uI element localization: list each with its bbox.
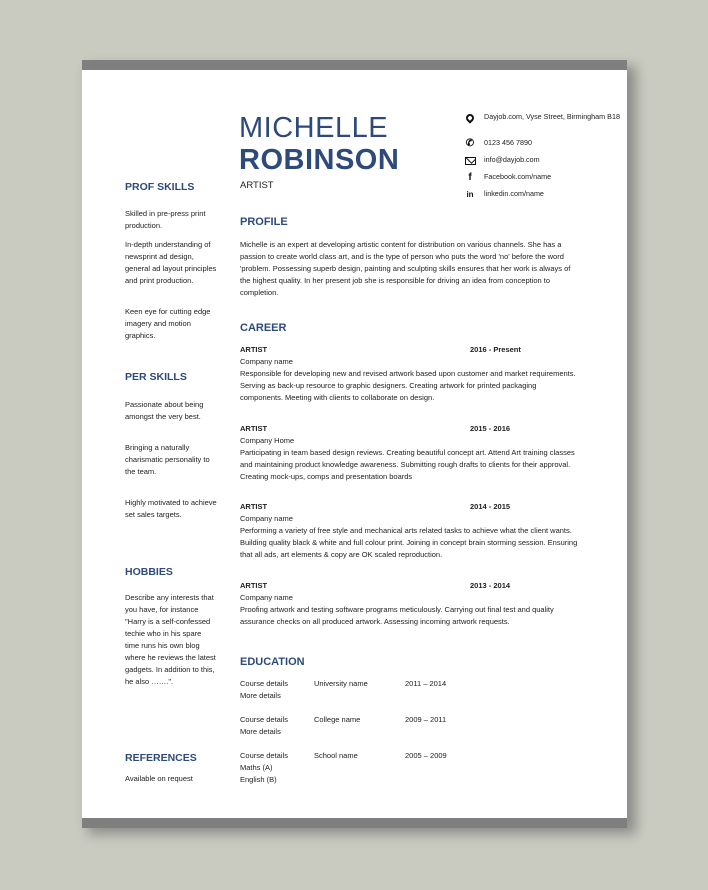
career-company: Company Home — [240, 436, 295, 445]
top-bar — [82, 60, 627, 70]
career-title: ARTIST — [240, 581, 268, 590]
prof-skill-item: In-depth understanding of newsprint ad design, general ad layout principles and print production. — [125, 240, 217, 285]
career-heading: CAREER — [240, 322, 287, 334]
career-company: Company name — [240, 593, 293, 602]
education-detail: More details — [240, 691, 281, 700]
linkedin-icon: in — [466, 190, 474, 199]
contact-email[interactable]: info@dayjob.com — [462, 155, 622, 172]
career-company: Company name — [240, 357, 293, 366]
contact-block — [462, 112, 622, 206]
education-heading: EDUCATION — [240, 656, 305, 668]
email-icon — [464, 155, 476, 167]
career-description: Performing a variety of free style and mechanical arts related tasks to achieve what the client wants. Building quality black & white and full colour print. Joining in concept brain storming session. Ensuring that all ads, art elements & copy are OK scaled reproduction. — [240, 526, 578, 559]
prof-skills-heading: PROF SKILLS — [125, 181, 195, 193]
career-date: 2013 - 2014 — [470, 581, 511, 590]
education-detail: More details — [240, 727, 281, 736]
education-detail: English (B) — [240, 775, 277, 784]
education-course: Course details — [240, 715, 288, 724]
references-heading: REFERENCES — [125, 752, 197, 764]
career-company: Company name — [240, 514, 293, 523]
education-years: 2009 – 2011 — [405, 715, 447, 724]
hobbies-text: Describe any interests that you have, for instance "Harry is a self-confessed techie who in his spare time runs his own blog where he reviews the latest gadgets. In addition to this, he also …….". — [125, 593, 216, 686]
references-text: Available on request — [125, 774, 193, 783]
career-title: ARTIST — [240, 502, 268, 511]
career-entry — [240, 344, 580, 404]
career-description: Proofing artwork and testing software programs meticulously. Carrying out final test and quality assurance checks on all produced artwork. Assessing incoming artwork requests. — [240, 605, 554, 626]
job-title: ARTIST — [240, 180, 274, 191]
education-school: University name — [314, 679, 368, 688]
education-years: 2011 – 2014 — [405, 679, 447, 688]
education-detail: Maths (A) — [240, 763, 273, 772]
career-entry — [240, 501, 580, 561]
last-name: ROBINSON — [239, 144, 400, 176]
career-entry — [240, 580, 580, 628]
phone-icon: ✆ — [465, 138, 475, 149]
contact-linkedin[interactable]: in linkedin.com/name — [462, 189, 622, 206]
education-entry — [240, 678, 580, 702]
education-school: School name — [314, 751, 358, 760]
resume-page — [82, 60, 627, 828]
contact-facebook[interactable]: f Facebook.com/name — [462, 172, 622, 189]
career-title: ARTIST — [240, 424, 268, 433]
education-school: College name — [314, 715, 361, 724]
prof-skill-item: Skilled in pre-press print production. — [125, 209, 206, 230]
career-description: Participating in team based design reviews. Creating beautiful concept art. Attend Art training classes and maintaining product knowledge awareness. Submitting rough drafts to clients for their approval. Creating mock-ups, comps and presentation boards — [240, 448, 575, 481]
education-years: 2005 – 2009 — [405, 751, 447, 760]
per-skill-item: Bringing a naturally charismatic personality to the team. — [125, 443, 210, 476]
profile-text: Michelle is an expert at developing artistic content for distribution on various channels. She has a passion to create world class art, and is the type of person who puts the word 'no' before the word 'problem. Possessing superb design, painting and sculpting skills ensures that her work is always of the highest quality. In her present job she is responsible for driving an idea from conception to completion. — [240, 240, 571, 297]
career-description: Responsible for developing new and revised artwork based upon customer and market requirements. Serving as back-up resource to graphic designers. Creating artwork for printed packaging components. Meeting with clients to collaborate on design. — [240, 369, 576, 402]
career-entry — [240, 423, 580, 483]
bottom-bar — [82, 818, 627, 828]
hobbies-heading: HOBBIES — [125, 566, 173, 578]
prof-skill-item: Keen eye for cutting edge imagery and motion graphics. — [125, 307, 211, 340]
education-course: Course details — [240, 679, 288, 688]
per-skill-item: Passionate about being amongst the very best. — [125, 400, 204, 421]
profile-heading: PROFILE — [240, 216, 288, 228]
facebook-icon: f — [468, 172, 472, 183]
education-entry — [240, 714, 580, 738]
contact-phone: ✆ 0123 456 7890 — [465, 138, 532, 149]
career-date: 2015 - 2016 — [470, 424, 511, 433]
education-entry — [240, 750, 580, 786]
education-course: Course details — [240, 751, 288, 760]
career-date: 2016 - Present — [470, 345, 521, 354]
first-name: MICHELLE — [239, 112, 389, 144]
career-date: 2014 - 2015 — [470, 502, 511, 511]
per-skills-heading: PER SKILLS — [125, 371, 187, 383]
location-pin-icon — [464, 112, 476, 124]
contact-address: Dayjob.com, Vyse Street, Birmingham B18 — [462, 112, 622, 136]
per-skill-item: Highly motivated to achieve set sales targets. — [125, 498, 217, 519]
career-title: ARTIST — [240, 345, 268, 354]
